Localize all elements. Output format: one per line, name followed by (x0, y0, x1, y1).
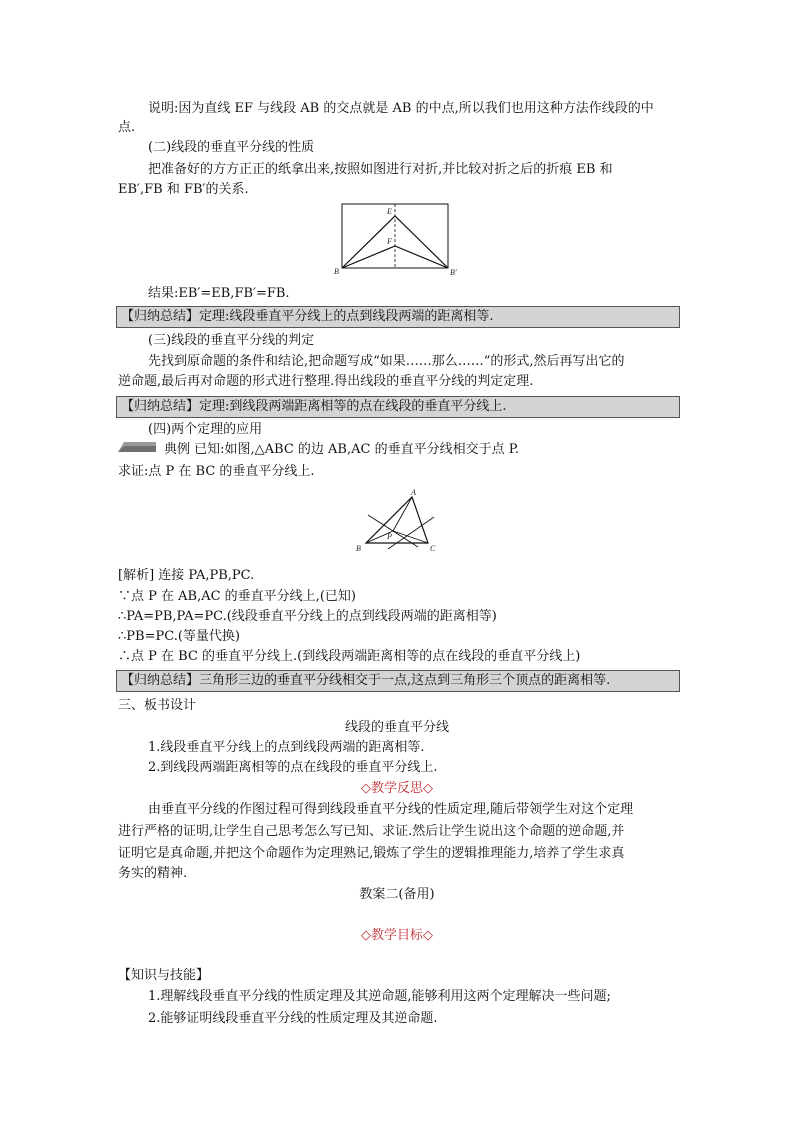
explanation-line-1: 说明:因为直线 EF 与线段 AB 的交点就是 AB 的中点,所以我们也用这种方法作线段的中 (148, 101, 654, 116)
explanation-line-2: 点. (118, 120, 136, 135)
section3-text-2: 逆命题,最后再对命题的形式进行整理.得出线段的垂直平分线的判定定理. (118, 374, 534, 389)
label-B: B (334, 267, 339, 276)
section2-text-1: 把准备好的方方正正的纸拿出来,按照如图进行对折,并比较对折之后的折痕 EB 和 (148, 162, 613, 177)
section4-heading: (四)两个定理的应用 (148, 422, 263, 437)
proof-step-2: ∴PA=PB,PA=PC.(线段垂直平分线上的点到线段两端的距离相等) (118, 609, 497, 624)
label-F: F (387, 237, 392, 246)
label-P: P (387, 532, 392, 541)
label-B-prime: B′ (450, 268, 457, 277)
label-E: E (387, 207, 392, 216)
example-badge-icon (118, 440, 156, 452)
label-A: A (411, 488, 416, 497)
section4-prove: 求证:点 P 在 BC 的垂直平分线上. (118, 464, 315, 479)
reflection-line-2: 进行严格的证明,让学生自己思考怎么写已知、求证.然后让学生说出这个命题的逆命题,并 (118, 824, 625, 839)
summary-box-2: 【归纳总结】定理:到线段两端距离相等的点在线段的垂直平分线上. (116, 396, 680, 418)
proof-step-3: ∴PB=PC.(等量代换) (118, 629, 240, 644)
reflection-line-1: 由垂直平分线的作图过程可得到线段垂直平分线的性质定理,随后带领学生对这个定理 (148, 802, 634, 817)
reflection-heading: ◇教学反思◇ (361, 781, 433, 796)
plan2-item-2: 2.能够证明线段垂直平分线的性质定理及其逆命题. (148, 1011, 438, 1026)
reflection-line-4: 务实的精神. (118, 866, 188, 881)
analysis-intro: [解析] 连接 PA,PB,PC. (118, 568, 255, 583)
section3-heading: (三)线段的垂直平分线的判定 (148, 333, 315, 348)
plan2-title: 教案二(备用) (359, 887, 435, 902)
section2-text-2: EB′,FB 和 FB′的关系. (118, 182, 249, 197)
section4-example: 典例 已知:如图,△ABC 的边 AB,AC 的垂直平分线相交于点 P. (164, 442, 519, 457)
section3-text-1: 先找到原命题的条件和结论,把命题写成“如果……那么……”的形式,然后再写出它的 (148, 354, 625, 369)
board-item-2: 2.到线段两端距离相等的点在线段的垂直平分线上. (148, 760, 438, 775)
reflection-line-3: 证明它是真命题,并把这个命题作为定理熟记,锻炼了学生的逻辑推理能力,培养了学生求真 (118, 846, 625, 861)
section2-result: 结果:EB′=EB,FB′=FB. (148, 286, 290, 301)
knowledge-heading: 【知识与技能】 (118, 968, 210, 983)
plan2-goals-heading: ◇教学目标◇ (361, 928, 433, 943)
board-item-1: 1.线段垂直平分线上的点到线段两端的距离相等. (148, 740, 425, 755)
board-heading: 三、板书设计 (118, 698, 197, 713)
section2-heading: (二)线段的垂直平分线的性质 (148, 140, 315, 155)
label-B-triangle: B (356, 544, 361, 553)
proof-step-4: ∴点 P 在 BC 的垂直平分线上.(到线段两端距离相等的点在线段的垂直平分线上) (118, 649, 581, 664)
plan2-item-1: 1.理解线段垂直平分线的性质定理及其逆命题,能够利用这两个定理解决一些问题; (148, 989, 611, 1004)
triangle-figure (350, 487, 446, 557)
proof-step-1: ∵点 P 在 AB,AC 的垂直平分线上,(已知) (118, 589, 356, 604)
board-title: 线段的垂直平分线 (344, 720, 450, 735)
summary-box-3: 【归纳总结】三角形三边的垂直平分线相交于一点,这点到三角形三个顶点的距离相等. (116, 670, 680, 692)
label-C: C (430, 544, 436, 553)
folding-figure (332, 200, 464, 278)
summary-box-1: 【归纳总结】定理:线段垂直平分线上的点到线段两端的距离相等. (116, 306, 680, 328)
